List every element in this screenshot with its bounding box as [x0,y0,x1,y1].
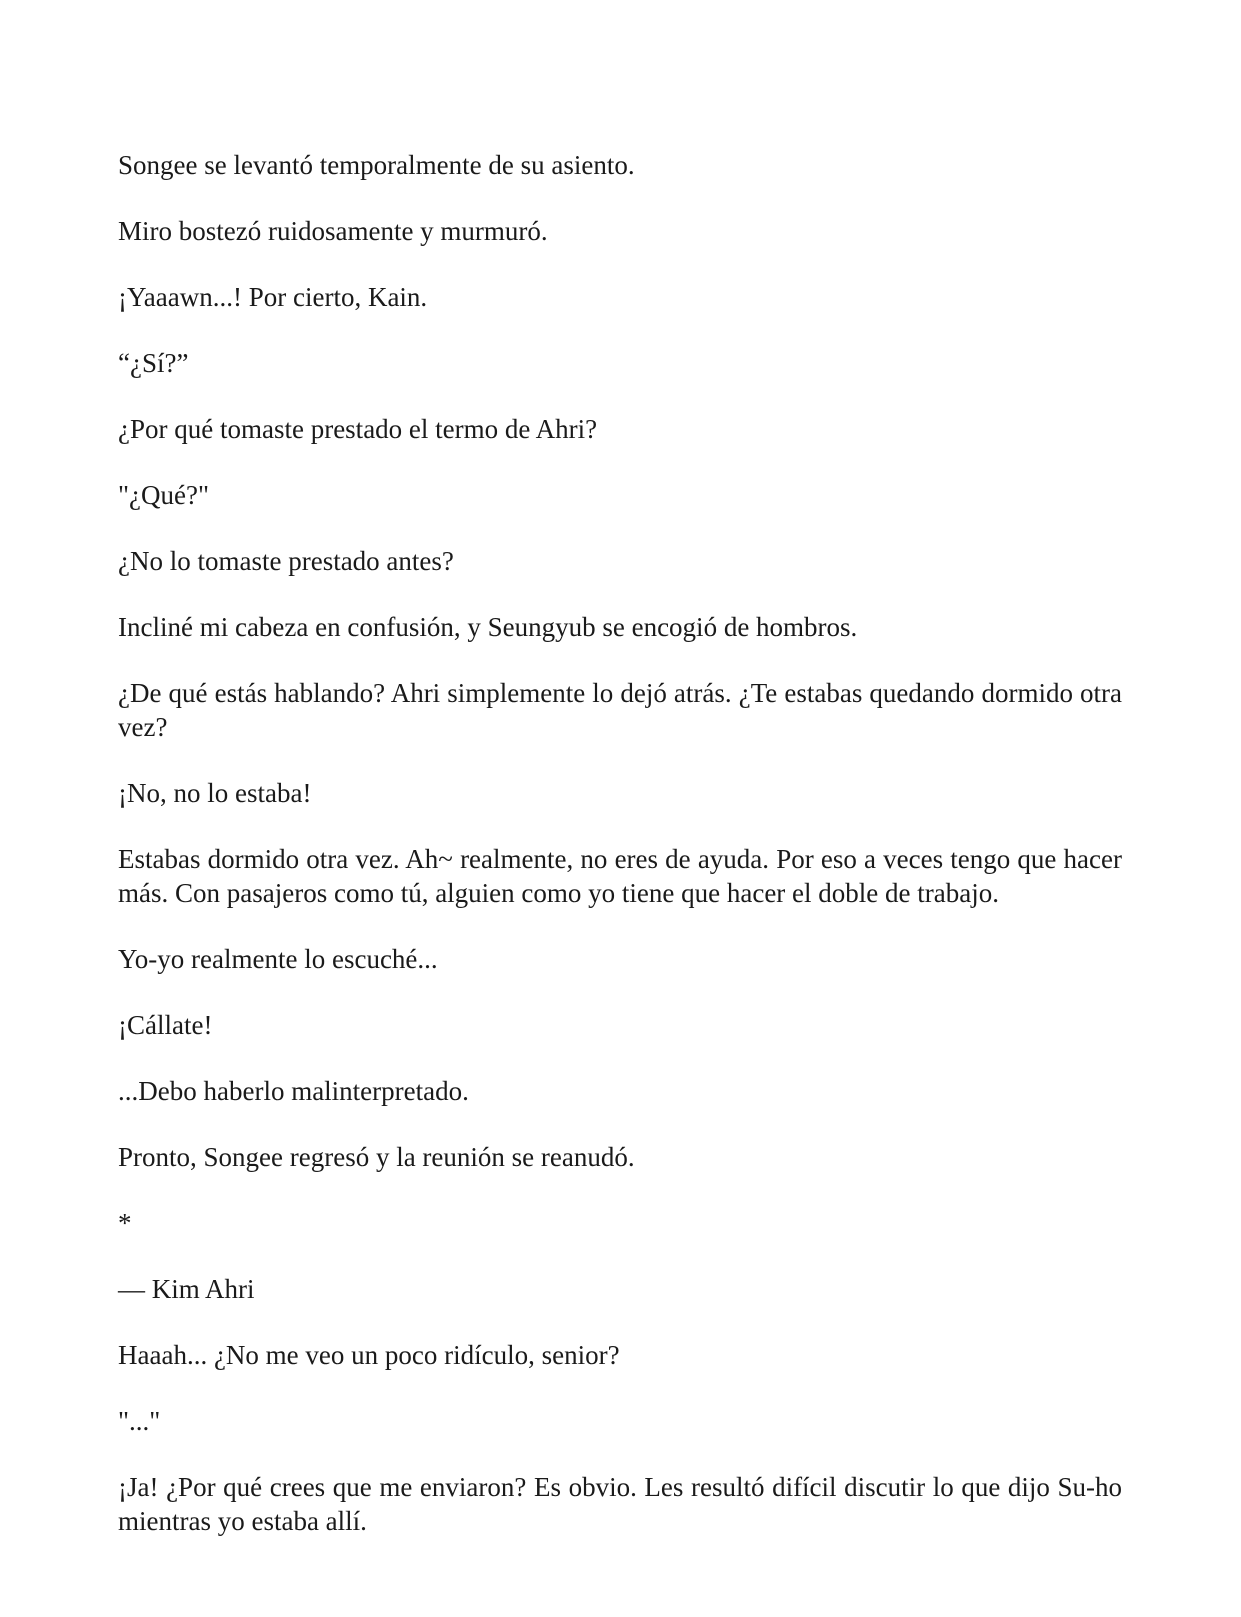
paragraph: ¿De qué estás hablando? Ahri simplemente lo dejó atrás. ¿Te estabas quedando dormido otra vez? [118,678,1122,742]
paragraph: ¿No lo tomaste prestado antes? [118,546,454,576]
document-body [118,148,1122,1570]
section-separator: * [118,1208,132,1238]
paragraph: “¿Sí?” [118,348,189,378]
paragraph: Haaah... ¿No me veo un poco ridículo, senior? [118,1340,620,1370]
paragraph: Songee se levantó temporalmente de su asiento. [118,150,635,180]
paragraph: ¡Cállate! [118,1010,213,1040]
paragraph: "..." [118,1406,161,1436]
paragraph: ¡Ja! ¿Por qué crees que me enviaron? Es obvio. Les resultó difícil discutir lo que dijo Su-ho mientras yo estaba allí. [118,1472,1122,1536]
paragraph: Incliné mi cabeza en confusión, y Seungyub se encogió de hombros. [118,612,858,642]
paragraph: "¿Qué?" [118,480,209,510]
paragraph: ...Debo haberlo malinterpretado. [118,1076,469,1106]
paragraph: Estabas dormido otra vez. Ah~ realmente, no eres de ayuda. Por eso a veces tengo que hacer más. Con pasajeros como tú, alguien como yo tiene que hacer el doble de trabajo. [118,844,1122,908]
paragraph: Yo-yo realmente lo escuché... [118,944,438,974]
paragraph: ¿Por qué tomaste prestado el termo de Ahri? [118,414,598,444]
paragraph: ¡No, no lo estaba! [118,778,312,808]
pov-heading: — Kim Ahri [118,1274,255,1304]
paragraph: Miro bostezó ruidosamente y murmuró. [118,216,548,246]
paragraph: ¡Yaaawn...! Por cierto, Kain. [118,282,428,312]
paragraph: Pronto, Songee regresó y la reunión se reanudó. [118,1142,635,1172]
